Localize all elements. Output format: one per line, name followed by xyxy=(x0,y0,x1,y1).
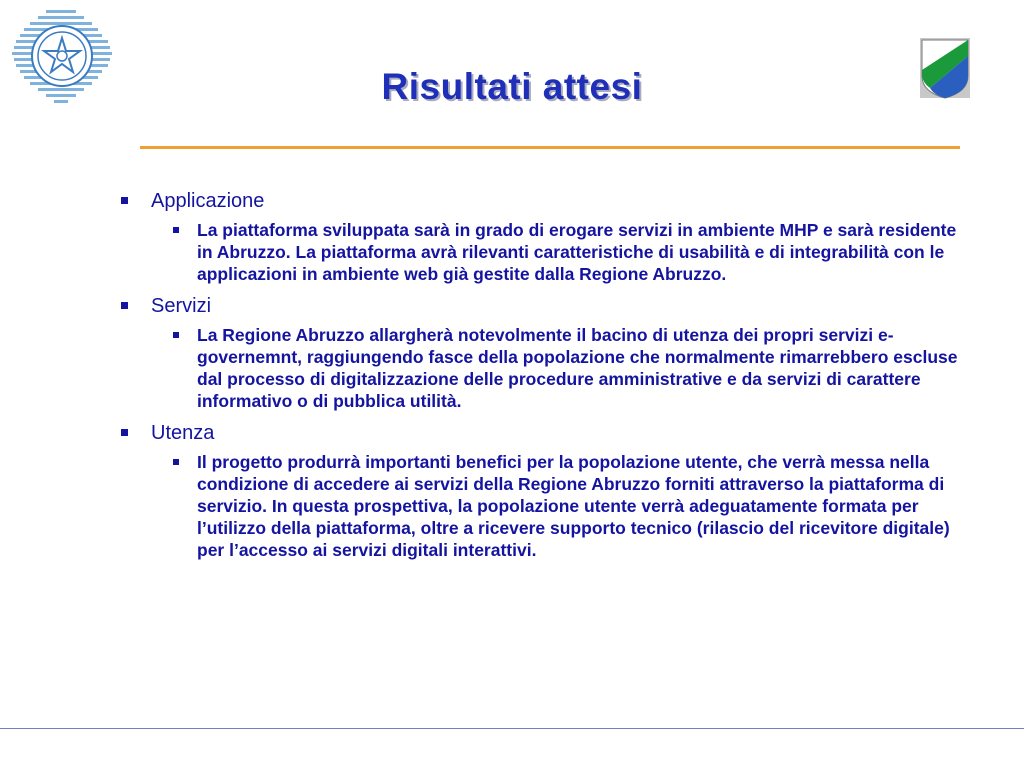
bullet-level2 xyxy=(172,451,968,561)
section-body: La Regione Abruzzo allargherà notevolmente il bacino di utenza dei propri servizi e-governemnt, raggiungendo fasce della popolazione che normalmente rimarrebbero escluse dal processo di digitalizzazione delle procedure amministrative e da servizi di carattere informativo o di pubblica utilità. xyxy=(197,325,958,411)
section-utenza xyxy=(118,419,968,561)
bullet-level1 xyxy=(118,419,968,447)
bullet-level2 xyxy=(172,324,968,412)
page-title: Risultati attesi xyxy=(381,66,643,107)
title-divider xyxy=(140,146,960,149)
section-heading: Applicazione xyxy=(151,190,265,212)
square-bullet-icon xyxy=(121,197,128,204)
section-applicazione xyxy=(118,187,968,285)
square-bullet-icon xyxy=(173,332,179,338)
square-bullet-icon xyxy=(173,227,179,233)
square-bullet-icon xyxy=(121,302,128,309)
section-heading: Servizi xyxy=(151,295,212,317)
section-body: Il progetto produrrà importanti benefici per la popolazione utente, che verrà messa nella condizione di accedere ai servizi della Regione Abruzzo forniti attraverso la piattaforma di servizio. In questa prospettiva, la popolazione utente verrà adeguatamente formata per l’utilizzo della piattaforma, oltre a ricevere supporto tecnico (rilascio del ricevitore digitale) per l’accesso ai servizi digitali interattivi. xyxy=(197,452,950,560)
bullet-level2 xyxy=(172,219,968,285)
bullet-level1 xyxy=(118,187,968,215)
bullet-level1 xyxy=(118,292,968,320)
footer-divider xyxy=(0,728,1024,729)
section-body: La piattaforma sviluppata sarà in grado di erogare servizi in ambiente MHP e sarà residente in Abruzzo. La piattaforma avrà rilevanti caratteristiche di usabilità e di integrabilità con le applicazioni in ambiente web già gestite dalla Regione Abruzzo. xyxy=(197,220,957,284)
square-bullet-icon xyxy=(173,459,179,465)
section-heading: Utenza xyxy=(151,422,215,444)
square-bullet-icon xyxy=(121,429,128,436)
bullet-content xyxy=(118,187,968,568)
section-servizi xyxy=(118,292,968,412)
